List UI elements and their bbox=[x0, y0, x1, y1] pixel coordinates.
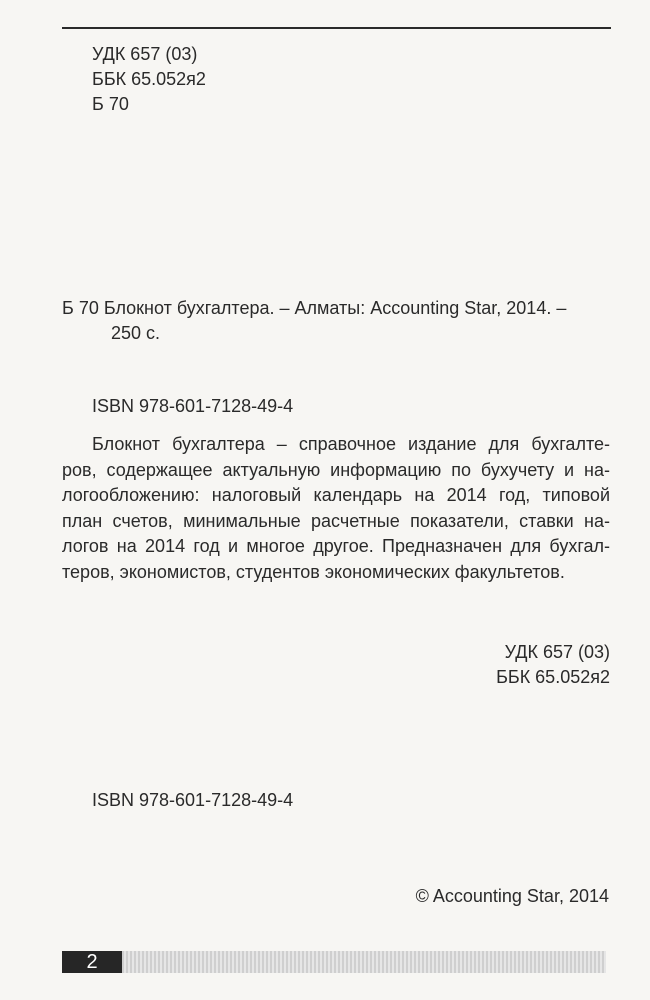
annotation-line: логов на 2014 год и многое другое. Предназначен для бухгал- bbox=[62, 536, 610, 556]
annotation-line: теров, экономистов, студентов экономических факультетов. bbox=[62, 561, 565, 582]
isbn-bottom: ISBN 978-601-7128-49-4 bbox=[92, 790, 294, 810]
bbk-code-right: ББК 65.052я2 bbox=[496, 667, 610, 687]
annotation-line: план счетов, минимальные расчетные показатели, ставки на- bbox=[62, 510, 610, 531]
bbk-code: ББК 65.052я2 bbox=[92, 69, 206, 89]
annotation-line: Блокнот бухгалтера – справочное издание для бухгалте- bbox=[92, 434, 610, 454]
udk-code-right: УДК 657 (03) bbox=[504, 642, 610, 662]
classification-right bbox=[496, 640, 610, 690]
isbn-top: ISBN 978-601-7128-49-4 bbox=[92, 396, 294, 416]
top-rule bbox=[62, 27, 611, 29]
bibliographic-line-1: Б 70 Блокнот бухгалтера. – Алматы: Accounting Star, 2014. – bbox=[62, 298, 567, 318]
annotation-paragraph bbox=[62, 432, 610, 585]
bibliographic-line-2: 250 с. bbox=[111, 323, 161, 343]
footer-bar bbox=[62, 951, 606, 973]
copyright-notice: © Accounting Star, 2014 bbox=[415, 886, 609, 906]
page-number: 2 bbox=[62, 951, 122, 973]
author-mark: Б 70 bbox=[92, 94, 129, 114]
classification-block bbox=[92, 42, 206, 117]
annotation-line: ров, содержащее актуальную информацию по бухучету и на- bbox=[62, 459, 610, 480]
udk-code: УДК 657 (03) bbox=[92, 44, 198, 64]
annotation-line: логообложению: налоговый календарь на 2014 год, типовой bbox=[62, 485, 610, 505]
